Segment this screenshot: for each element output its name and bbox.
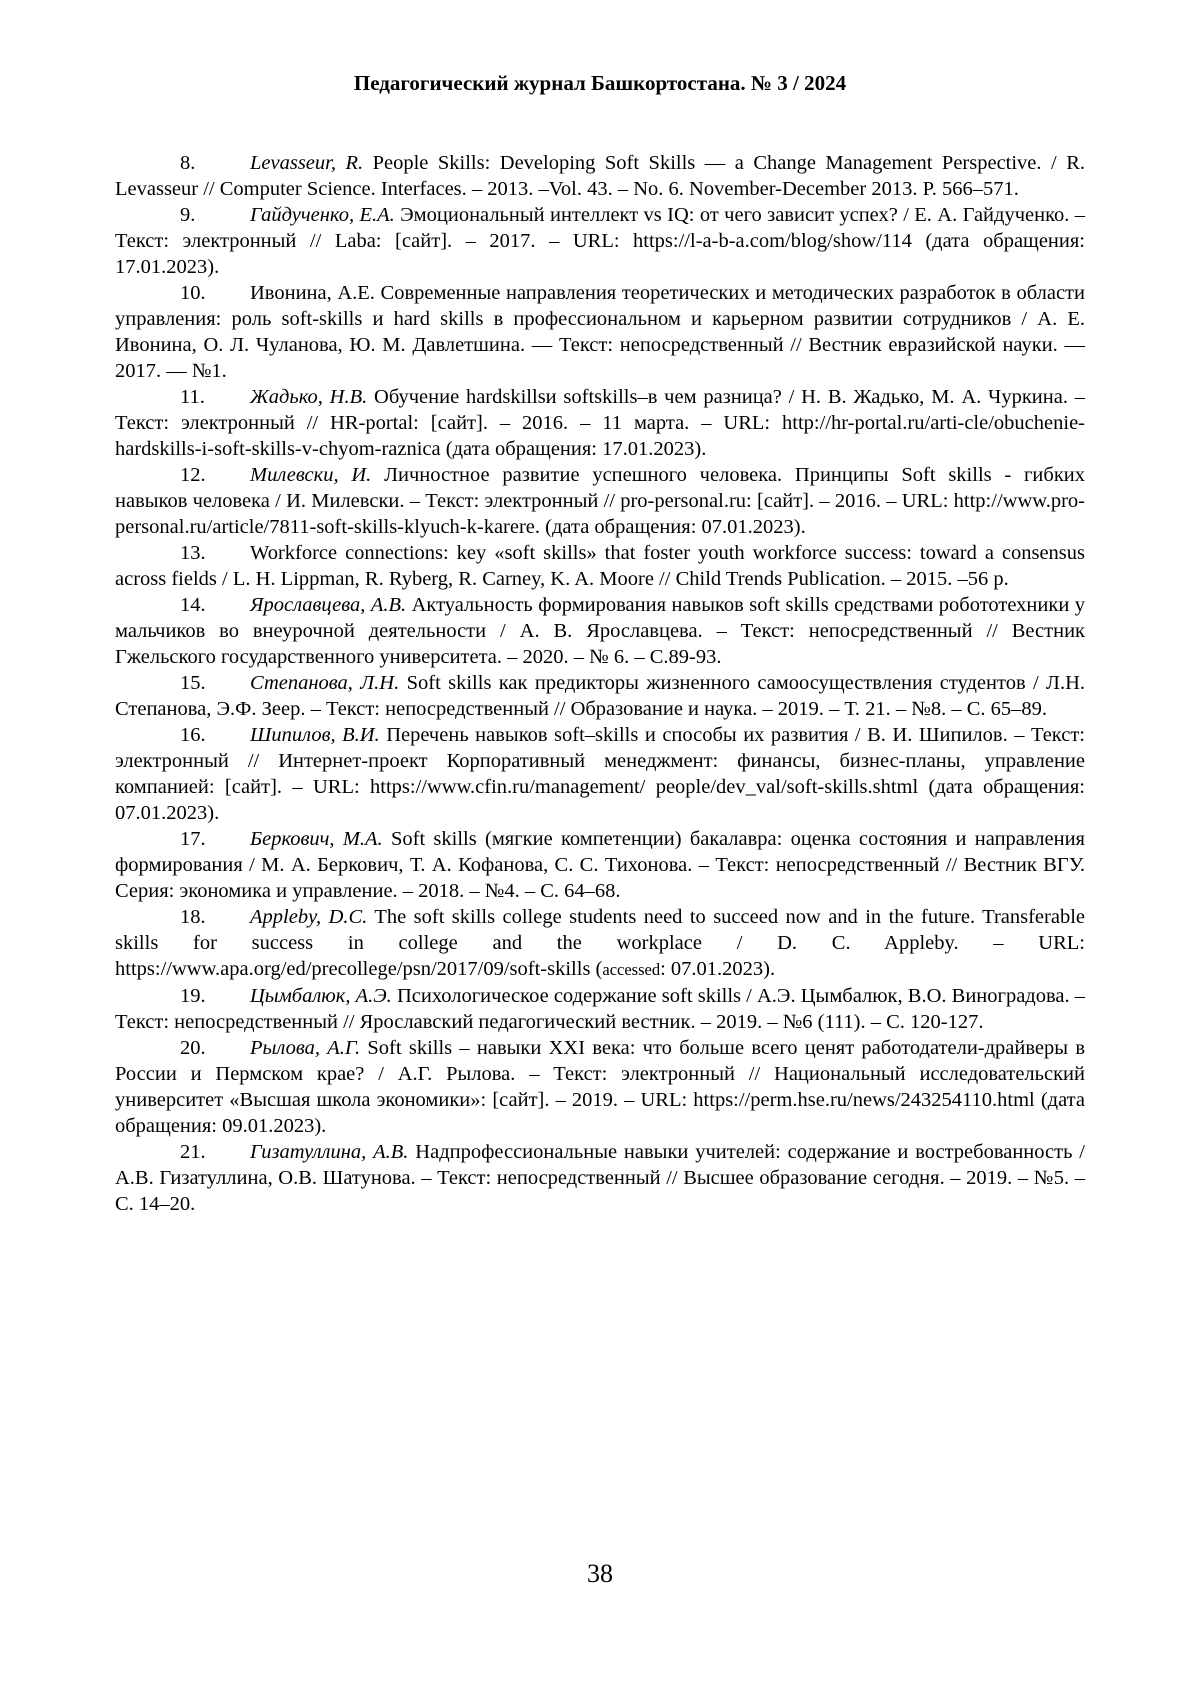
reference-text: Soft skills (мягкие компетенции) бакалавра: оценка состояния и направления формирования / М. А. Беркович, Т. А. Кофанова, С. С. Тихонова. – Текст: непосредственный // Вестник ВГУ. Серия: экономика и управление. – 2018. – №4. – С. 64–68. (115, 828, 1085, 902)
reference-number: 15. (180, 672, 206, 694)
reference-accessed-note: accessed (602, 960, 661, 979)
reference-item (115, 1035, 1085, 1139)
reference-author: Милевски, И. (250, 464, 372, 486)
reference-author: Appleby, D.C. (250, 906, 368, 928)
reference-item (115, 1139, 1085, 1217)
reference-author: Степанова, Л.Н. (250, 672, 400, 694)
reference-author: Рылова, А.Г. (250, 1037, 361, 1059)
reference-number: 18. (180, 906, 206, 928)
reference-author: Шипилов, В.И. (250, 724, 380, 746)
reference-number: 13. (180, 542, 206, 564)
reference-author: Гизатуллина, А.В. (250, 1141, 409, 1163)
reference-number: 8. (180, 152, 196, 174)
reference-number: 10. (180, 282, 206, 304)
reference-text: Эмоциональный интеллект vs IQ: от чего зависит успех? / Е. А. Гайдученко. – Текст: электронный // Laba: [сайт]. – 2017. – URL: https://l-a-b-a.com/blog/show/114 (дата обращения: 17.01.2023). (115, 204, 1085, 278)
reference-number: 16. (180, 724, 206, 746)
reference-number: 12. (180, 464, 206, 486)
page-number: 38 (587, 1559, 613, 1588)
reference-text: Перечень навыков soft–skills и способы их развития / В. И. Шипилов. – Текст: электронный // Интернет-проект Корпоративный менеджмент: финансы, бизнес-планы, управление компанией: [сайт]. – URL: https://www.cfin.ru/management/ people/dev_val/soft-skills.shtml (дата обращения: 07.01.2023). (115, 724, 1086, 824)
reference-text: People Skills: Developing Soft Skills — a Change Management Perspective. / R. Levasseur // Computer Science. Interfaces. – 2013. –Vol. 43. – No. 6. November-December 2013. P. 566–571. (115, 152, 1085, 200)
reference-text: Обучение hardskillsи softskills–в чем разница? / Н. В. Жадько, М. А. Чуркина. – Текст: электронный // HR-portal: [сайт]. – 2016. – 11 марта. – URL: http://hr-portal.ru/arti-cle/obuchenie-hardskills-i-soft-skills-v-chyom-raznica (дата обращения: 17.01.2023). (115, 386, 1085, 460)
reference-number: 19. (180, 985, 206, 1007)
reference-item (115, 904, 1085, 983)
reference-text-tail: : 07.01.2023). (660, 958, 776, 980)
reference-item (115, 670, 1085, 722)
reference-text: Личностное развитие успешного человека. Принципы Soft skills - гибких навыков человека / И. Милевски. – Текст: электронный // pro-personal.ru: [сайт]. – 2016. – URL: http://www.pro-personal.ru/article/7811-soft-skills-klyuch-k-karere. (дата обращения: 07.01.2023). (115, 464, 1086, 538)
reference-text: Soft skills – навыки XXI века: что больше всего ценят работодатели-драйверы в России и Пермском крае? / А.Г. Рылова. – Текст: электронный // Национальный исследовательский университет «Высшая школа экономики»: [сайт]. – 2019. – URL: https://perm.hse.ru/news/243254110.html (дата обращения: 09.01.2023). (115, 1037, 1085, 1137)
reference-number: 17. (180, 828, 206, 850)
reference-number: 20. (180, 1037, 206, 1059)
reference-item (115, 150, 1085, 202)
reference-author: Гайдученко, Е.А. (250, 204, 395, 226)
reference-text: Психологическое содержание soft skills / А.Э. Цымбалюк, В.О. Виноградова. – Текст: непосредственный // Ярославский педагогический вестник. – 2019. – №6 (111). – С. 120-127. (115, 985, 1086, 1033)
reference-item (115, 280, 1085, 384)
reference-author: Levasseur, R. (250, 152, 364, 174)
reference-author: Ярославцева, А.В. (250, 594, 407, 616)
reference-item (115, 983, 1085, 1035)
reference-text: Soft skills как предикторы жизненного самоосуществления студентов / Л.Н. Степанова, Э.Ф. Зеер. – Текст: непосредственный // Образование и наука. – 2019. – Т. 21. – №8. – С. 65–89. (115, 672, 1086, 720)
reference-text: Актуальность формирования навыков soft skills средствами робототехники у мальчиков во внеурочной деятельности / А. В. Ярославцева. – Текст: непосредственный // Вестник Гжельского государственного университета. – 2020. – № 6. – С.89-93. (115, 594, 1085, 668)
reference-text: The soft skills college students need to succeed now and in the future. Transferable skills for success in college and the workplace / D. C. Appleby. – URL: https://www.apa.org/ed/precollege/psn/2017/09/soft-skills ( (115, 906, 1086, 980)
reference-text: Workforce connections: key «soft skills» that foster youth workforce success: toward a consensus across fields / L. H. Lippman, R. Ryberg, R. Carney, K. A. Moore // Child Trends Publication. – 2015. –56 p. (115, 542, 1085, 590)
journal-header: Педагогический журнал Башкортостана. № 3 / 2024 (353, 71, 847, 95)
reference-number: 21. (180, 1141, 206, 1163)
reference-author: Жадько, Н.В. (250, 386, 368, 408)
references-list (115, 150, 1085, 1217)
reference-author: Цымбалюк, А.Э. (250, 985, 392, 1007)
reference-item (115, 462, 1085, 540)
reference-number: 14. (180, 594, 206, 616)
reference-item (115, 384, 1085, 462)
reference-item (115, 592, 1085, 670)
reference-text: Ивонина, А.Е. Современные направления теоретических и методических разработок в области управления: роль soft-skills и hard skills в профессиональном и карьерном развитии сотрудников / А. Е. Ивонина, О. Л. Чуланова, Ю. М. Давлетшина. — Текст: непосредственный // Вестник евразийской науки. — 2017. — №1. (115, 282, 1085, 382)
reference-item (115, 202, 1085, 280)
reference-author: Беркович, М.А. (250, 828, 383, 850)
reference-number: 11. (180, 386, 205, 408)
reference-text: Надпрофессиональные навыки учителей: содержание и востребованность / А.В. Гизатуллина, О.В. Шатунова. – Текст: непосредственный // Высшее образование сегодня. – 2019. – №5. – С. 14–20. (115, 1141, 1085, 1215)
reference-item (115, 540, 1085, 592)
reference-item (115, 826, 1085, 904)
reference-number: 9. (180, 204, 196, 226)
reference-item (115, 722, 1085, 826)
